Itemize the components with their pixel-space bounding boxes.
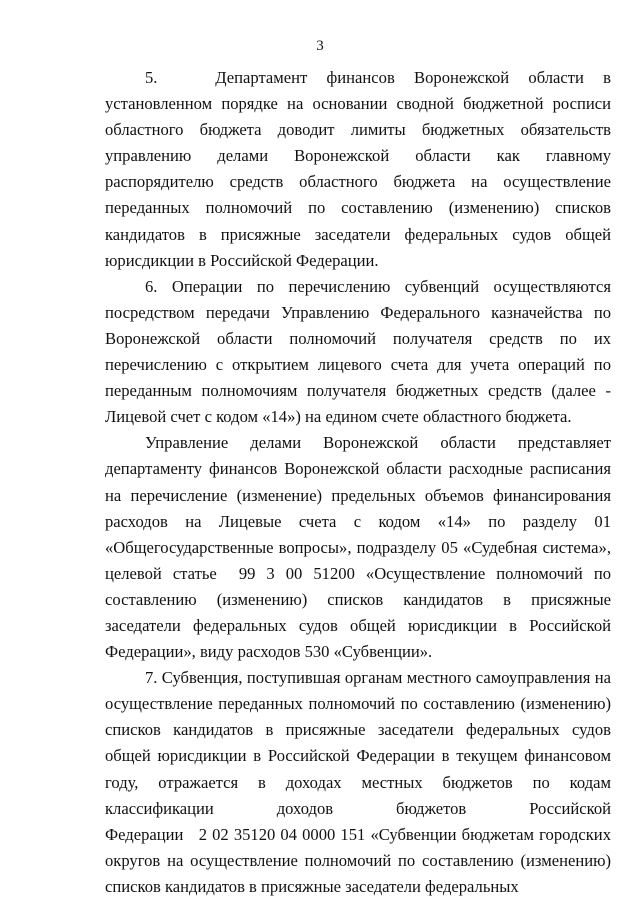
paragraph-6: 6. Операции по перечислению субвенций осуществляются посредством передачи Управлению Федерального казначейства по Воронежской области полномочий получателя средств по их перечислению с открытием лицевого счета для учета операций по переданным полномочиям получателя бюджетных средств (далее - Лицевой счет с кодом «14») на едином счете областного бюджета. (105, 276, 611, 427)
paragraph-6-continuation: Управление делами Воронежской области представляет департаменту финансов Воронежской области расходные расписания на перечисление (изменение) предельных объемов финансирования расходов на Лицевые счета с кодом «14» по разделу 01 «Общегосударственные вопросы», подразделу 05 «Судебная система», целевой статье 99 3 00 51200 «Осуществление полномочий по составлению (изменению) списков кандидатов в присяжные заседатели федеральных судов общей юрисдикции в Российской Федерации», виду расходов 530 «Субвенции». (105, 433, 611, 662)
document-body (105, 65, 611, 900)
paragraph-7: 7. Субвенция, поступившая органам местного самоуправления на осуществление переданных полномочий по составлению (изменению) списков кандидатов в присяжные заседатели федеральных судов общей юрисдикции в Российской Федерации в текущем финансовом году, отражается в доходах местных бюджетов по кодам классификации доходов бюджетов Российской Федерации 2 02 35120 04 0000 151 «Субвенции бюджетам городских округов на осуществление полномочий по составлению (изменению) списков кандидатов в присяжные заседатели федеральных (105, 668, 611, 896)
paragraph-5: 5. Департамент финансов Воронежской области в установленном порядке на основании сводной бюджетной росписи областного бюджета доводит лимиты бюджетных обязательств управлению делами Воронежской области как главному распорядителю средств областного бюджета на осуществление переданных полномочий по составлению (изменению) списков кандидатов в присяжные заседатели федеральных судов общей юрисдикции в Российской Федерации. (105, 68, 611, 270)
page-number: 3 (316, 38, 324, 54)
